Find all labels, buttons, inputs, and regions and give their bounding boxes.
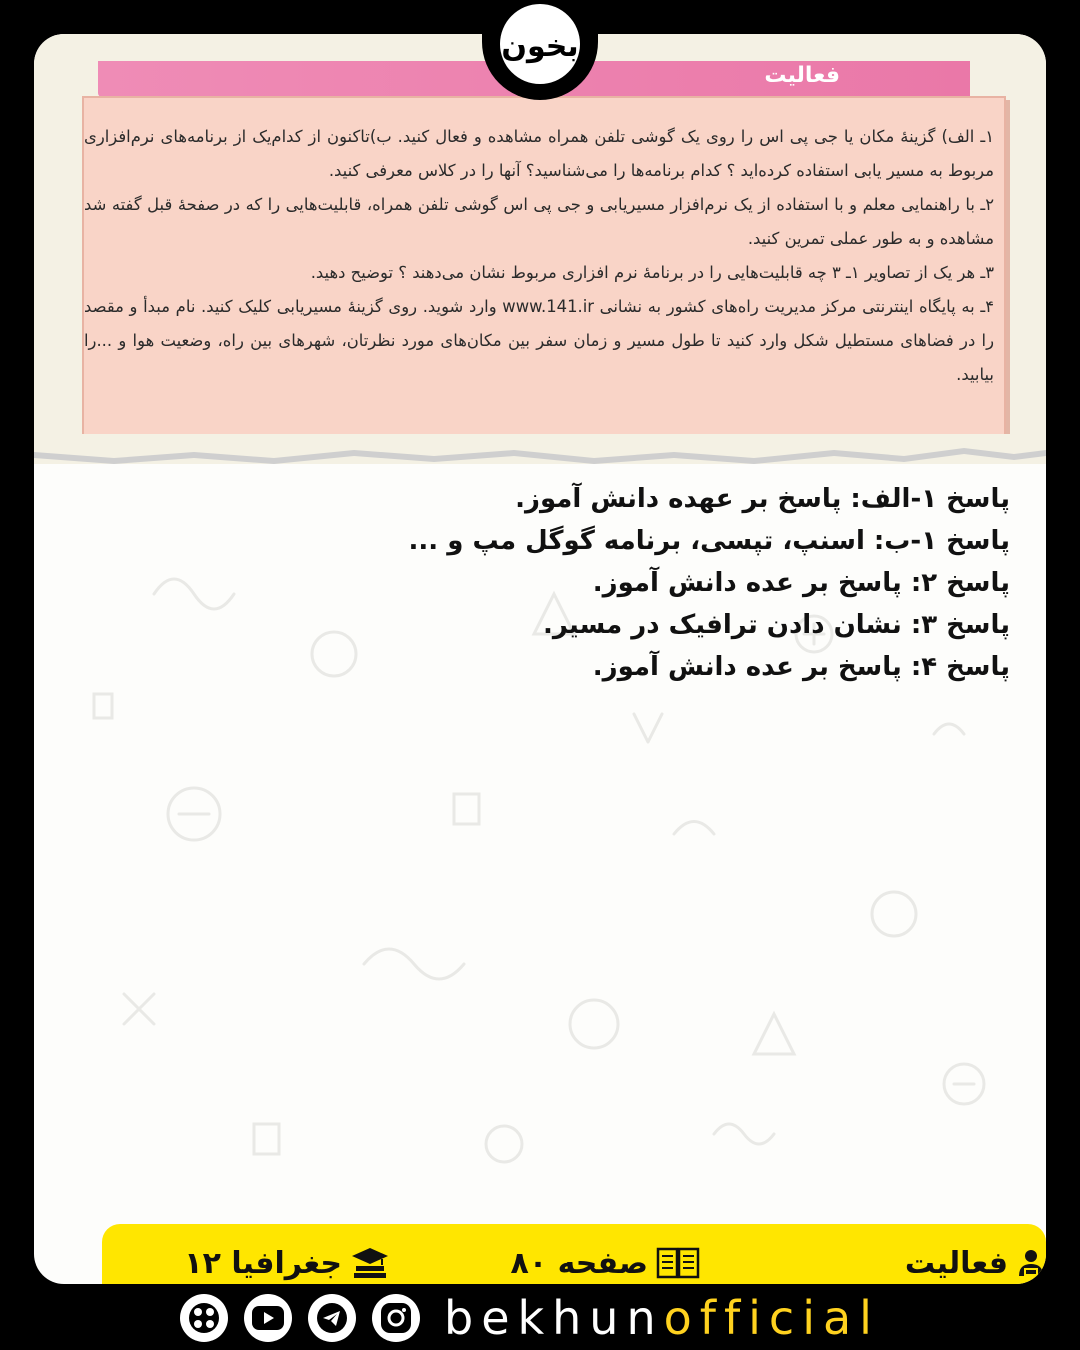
activity-item-1: ۱ـ الف) گزینهٔ مکان یا جی پی اس را روی یک گوشی تلفن همراه مشاهده و فعال کنید. ب)تاکنون از کدام‌یک از برنامه‌های نرم‌افزاری مربوط به مسیر یابی استفاده کرده‌اید ؟ کدام برنامه‌ها را می‌شناسید؟ آنها را در کلاس معرفی کنید.: [84, 127, 994, 180]
bekhun-logo: [482, 0, 598, 100]
graduation-books-icon: [350, 1246, 390, 1280]
activity-box: [82, 96, 1006, 444]
brand-name-part2: official: [663, 1291, 880, 1345]
footer-page: [470, 1240, 700, 1284]
content-card: [34, 34, 1046, 1284]
footer-info-bar: [102, 1224, 1046, 1284]
teacher-icon: [1016, 1248, 1046, 1278]
logo-badge: [482, 0, 598, 100]
footer-page-label: صفحه ۸۰: [510, 1245, 648, 1281]
footer-activity: [876, 1240, 1046, 1284]
footer-book-label: جغرافیا ۱۲: [184, 1245, 342, 1281]
footer-activity-label: فعالیت: [904, 1245, 1008, 1281]
telegram-icon[interactable]: [308, 1294, 356, 1342]
brand-wordmark: [444, 1291, 880, 1345]
answer-1b: پاسخ ۱-ب: اسنپ، تپسی، برنامه گوگل مپ و ...: [408, 526, 1010, 556]
activity-item-3: ۳ـ هر یک از تصاویر ۱ـ ۳ چه قابلیت‌هایی را در برنامهٔ نرم افزاری مربوط نشان می‌دهند ؟ توضیح دهید.: [310, 263, 994, 282]
banner-title: فعالیت: [764, 63, 840, 88]
answer-3: پاسخ ۳: نشان دادن ترافیک در مسیر.: [542, 610, 1010, 640]
answer-4: پاسخ ۴: پاسخ بر عده دانش آموز.: [592, 652, 1010, 682]
youtube-icon[interactable]: [244, 1294, 292, 1342]
torn-paper-edge: [34, 434, 1046, 474]
instagram-icon[interactable]: [372, 1294, 420, 1342]
footer-book: [160, 1240, 390, 1284]
answer-1a: پاسخ ۱-الف: پاسخ بر عهده دانش آموز.: [515, 484, 1010, 514]
open-book-icon: [656, 1246, 700, 1280]
activity-item-4: ۴ـ به پایگاه اینترنتی مرکز مدیریت راه‌های کشور به نشانی www.141.ir وارد شوید. روی گزینهٔ مسیریابی کلیک کنید. نام مبدأ و مقصد را در فضاهای مستطیل شکل وارد کنید تا طول مسیر و زمان سفر بین مکان‌های مورد نظرتان، شهرهای بین راه، وضعیت هوا و ...را بیابید.: [84, 297, 994, 384]
answers-list: [70, 478, 1010, 688]
activity-item-2: ۲ـ با راهنمایی معلم و با استفاده از یک نرم‌افزار مسیریابی و جی پی اس گوشی تلفن همراه، قابلیت‌هایی را که در صفحهٔ قبل گفته شد مشاهده و به طور عملی تمرین کنید.: [84, 195, 994, 248]
answer-2: پاسخ ۲: پاسخ بر عده دانش آموز.: [592, 568, 1010, 598]
logo-text: بخون: [501, 29, 579, 64]
brand-name-part1: bekhun: [444, 1291, 664, 1345]
aparat-icon[interactable]: [180, 1294, 228, 1342]
activity-text: [84, 120, 994, 392]
social-footer: [180, 1292, 880, 1344]
